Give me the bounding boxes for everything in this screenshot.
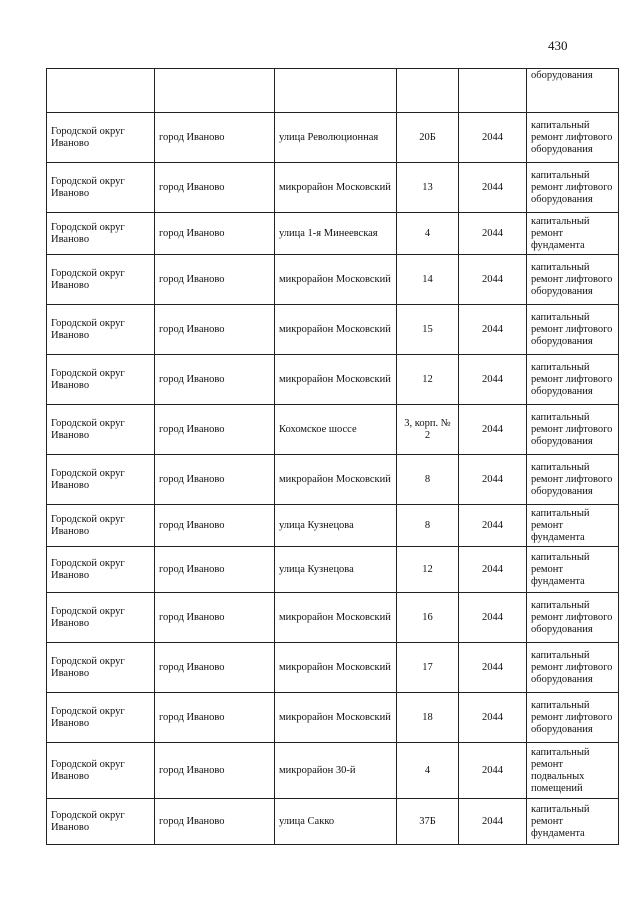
cell-work: оборудования (527, 69, 619, 113)
cell-city: город Иваново (155, 547, 275, 593)
cell-street: улица Кузнецова (275, 505, 397, 547)
cell-district: Городской округ Иваново (47, 305, 155, 355)
cell-street: микрорайон Московский (275, 455, 397, 505)
page-number: 430 (548, 38, 568, 53)
cell-work: капитальный ремонт лифтового оборудования (527, 455, 619, 505)
cell-year: 2044 (459, 405, 527, 455)
cell-district: Городской округ Иваново (47, 355, 155, 405)
table-row (47, 213, 619, 255)
cell-street: улица Революционная (275, 113, 397, 163)
cell-work: капитальный ремонт фундамента (527, 799, 619, 845)
table-row (47, 305, 619, 355)
cell-district: Городской округ Иваново (47, 113, 155, 163)
cell-year: 2044 (459, 505, 527, 547)
cell-house: 15 (397, 305, 459, 355)
cell-district: Городской округ Иваново (47, 213, 155, 255)
table-row (47, 693, 619, 743)
table-row-continued (47, 69, 619, 113)
cell-house: 12 (397, 547, 459, 593)
repair-schedule-table (46, 68, 619, 845)
cell-district: Городской округ Иваново (47, 505, 155, 547)
table-row (47, 255, 619, 305)
cell-district: Городской округ Иваново (47, 405, 155, 455)
cell-work: капитальный ремонт лифтового оборудования (527, 643, 619, 693)
cell-district: Городской округ Иваново (47, 693, 155, 743)
cell-year: 2044 (459, 455, 527, 505)
table-row (47, 113, 619, 163)
cell-work: капитальный ремонт лифтового оборудования (527, 113, 619, 163)
cell-work: капитальный ремонт лифтового оборудования (527, 255, 619, 305)
cell-house: 17 (397, 643, 459, 693)
cell-work: капитальный ремонт лифтового оборудования (527, 693, 619, 743)
cell-work: капитальный ремонт фундамента (527, 547, 619, 593)
cell-year: 2044 (459, 547, 527, 593)
cell-city: город Иваново (155, 213, 275, 255)
cell-city: город Иваново (155, 255, 275, 305)
cell-city: город Иваново (155, 799, 275, 845)
cell-house (397, 69, 459, 113)
cell-work: капитальный ремонт лифтового оборудования (527, 305, 619, 355)
cell-city: город Иваново (155, 405, 275, 455)
cell-house: 18 (397, 693, 459, 743)
cell-year: 2044 (459, 213, 527, 255)
cell-year: 2044 (459, 305, 527, 355)
cell-house: 8 (397, 505, 459, 547)
cell-work: капитальный ремонт лифтового оборудования (527, 355, 619, 405)
cell-district: Городской округ Иваново (47, 743, 155, 799)
cell-year: 2044 (459, 593, 527, 643)
cell-year: 2044 (459, 643, 527, 693)
cell-district: Городской округ Иваново (47, 593, 155, 643)
table-row (47, 547, 619, 593)
cell-city: город Иваново (155, 743, 275, 799)
table-row (47, 163, 619, 213)
cell-district: Городской округ Иваново (47, 455, 155, 505)
cell-house: 14 (397, 255, 459, 305)
table-row (47, 799, 619, 845)
table-body (47, 69, 619, 845)
cell-work: капитальный ремонт фундамента (527, 213, 619, 255)
cell-street: улица 1-я Минеевская (275, 213, 397, 255)
cell-work: капитальный ремонт фундамента (527, 505, 619, 547)
table-row (47, 405, 619, 455)
cell-house: 3, корп. № 2 (397, 405, 459, 455)
table-row (47, 355, 619, 405)
cell-work: капитальный ремонт лифтового оборудования (527, 405, 619, 455)
cell-house: 12 (397, 355, 459, 405)
cell-city: город Иваново (155, 693, 275, 743)
table-row (47, 643, 619, 693)
cell-street: микрорайон Московский (275, 305, 397, 355)
cell-house: 16 (397, 593, 459, 643)
cell-year: 2044 (459, 163, 527, 213)
cell-district: Городской округ Иваново (47, 799, 155, 845)
cell-year: 2044 (459, 113, 527, 163)
cell-work: капитальный ремонт подвальных помещений (527, 743, 619, 799)
cell-street: микрорайон 30-й (275, 743, 397, 799)
cell-city: город Иваново (155, 305, 275, 355)
cell-street (275, 69, 397, 113)
cell-house: 8 (397, 455, 459, 505)
table-row (47, 743, 619, 799)
cell-street: улица Кузнецова (275, 547, 397, 593)
cell-street: Кохомское шоссе (275, 405, 397, 455)
cell-city: город Иваново (155, 505, 275, 547)
cell-house: 37Б (397, 799, 459, 845)
cell-street: микрорайон Московский (275, 693, 397, 743)
cell-street: микрорайон Московский (275, 643, 397, 693)
cell-house: 4 (397, 743, 459, 799)
cell-city (155, 69, 275, 113)
cell-city: город Иваново (155, 455, 275, 505)
table-row (47, 593, 619, 643)
cell-year (459, 69, 527, 113)
cell-city: город Иваново (155, 593, 275, 643)
cell-city: город Иваново (155, 113, 275, 163)
cell-street: микрорайон Московский (275, 255, 397, 305)
cell-year: 2044 (459, 799, 527, 845)
table-row (47, 455, 619, 505)
cell-district (47, 69, 155, 113)
cell-district: Городской округ Иваново (47, 255, 155, 305)
cell-year: 2044 (459, 693, 527, 743)
cell-year: 2044 (459, 743, 527, 799)
cell-house: 4 (397, 213, 459, 255)
cell-work: капитальный ремонт лифтового оборудования (527, 163, 619, 213)
cell-house: 13 (397, 163, 459, 213)
cell-house: 20Б (397, 113, 459, 163)
cell-street: микрорайон Московский (275, 355, 397, 405)
cell-year: 2044 (459, 255, 527, 305)
cell-district: Городской округ Иваново (47, 163, 155, 213)
cell-year: 2044 (459, 355, 527, 405)
cell-street: микрорайон Московский (275, 163, 397, 213)
table-row (47, 505, 619, 547)
cell-district: Городской округ Иваново (47, 547, 155, 593)
cell-city: город Иваново (155, 163, 275, 213)
cell-work: капитальный ремонт лифтового оборудования (527, 593, 619, 643)
cell-city: город Иваново (155, 355, 275, 405)
cell-street: микрорайон Московский (275, 593, 397, 643)
cell-district: Городской округ Иваново (47, 643, 155, 693)
cell-city: город Иваново (155, 643, 275, 693)
cell-street: улица Сакко (275, 799, 397, 845)
